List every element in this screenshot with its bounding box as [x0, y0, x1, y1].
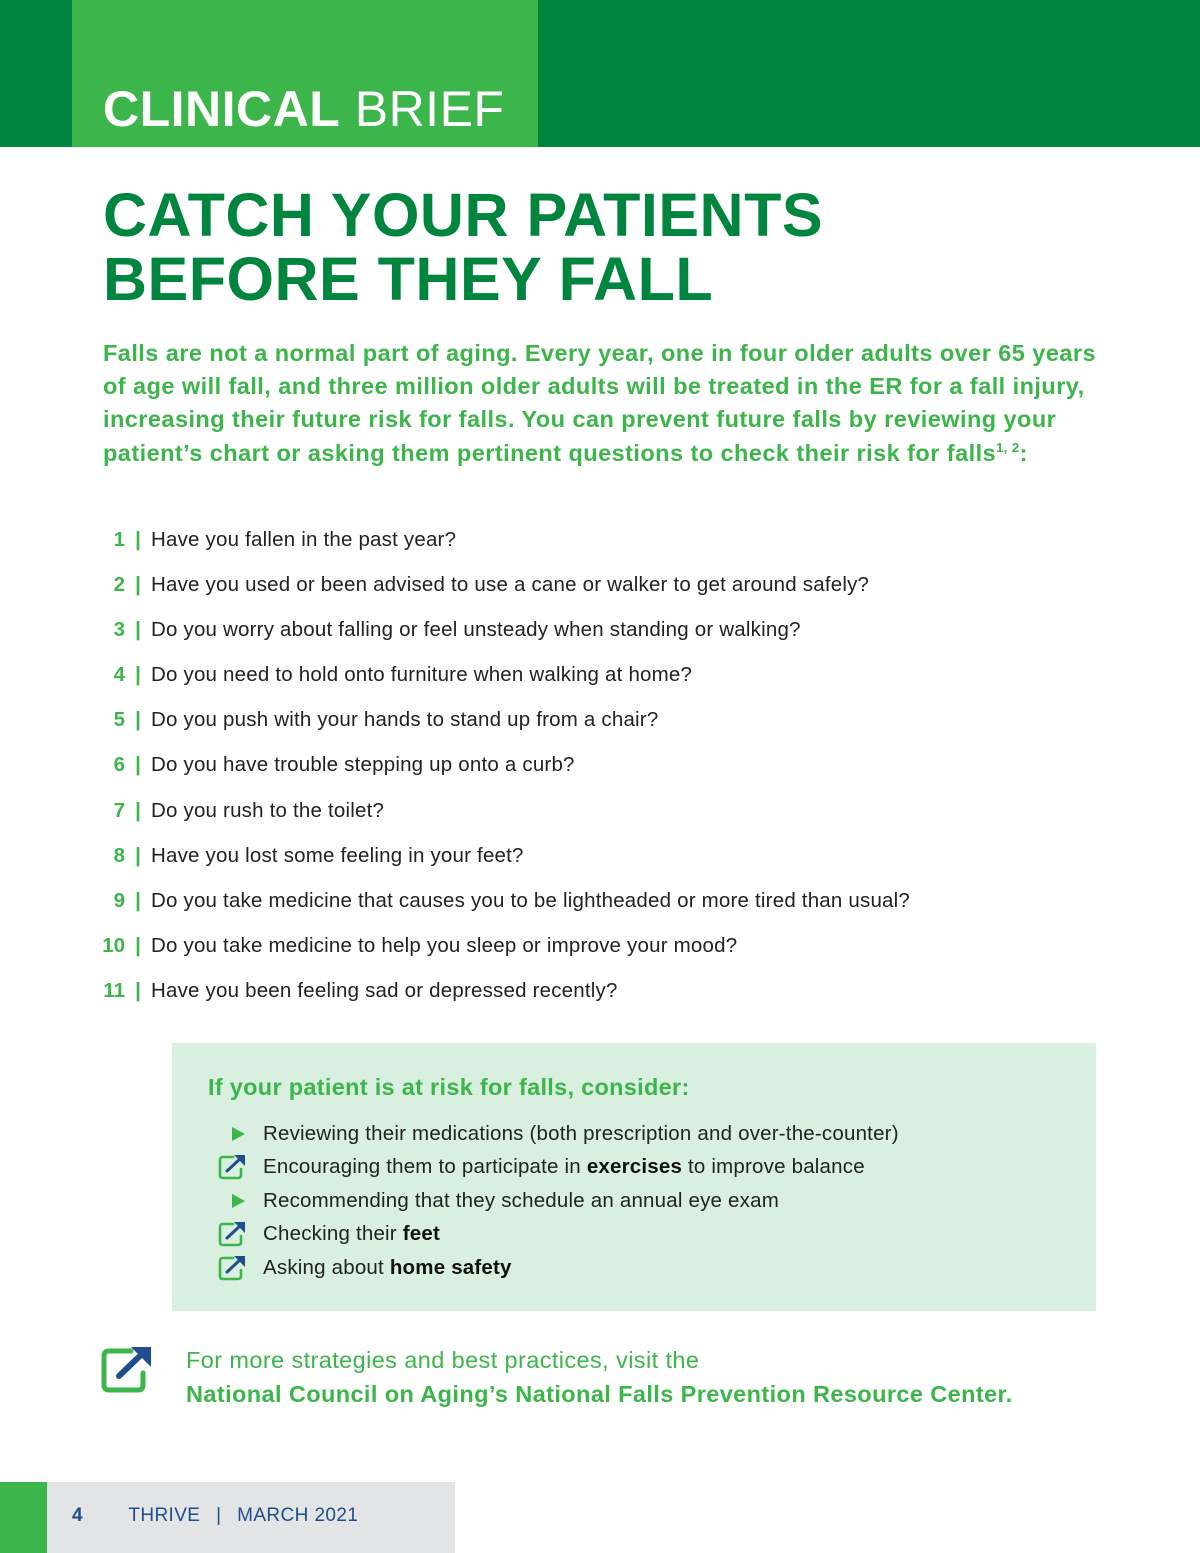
risk-consideration-box [172, 1043, 1096, 1311]
question-number: 7 [113, 798, 125, 822]
question-separator: | [135, 978, 141, 1002]
question-text: Do you push with your hands to stand up from a chair? [151, 708, 659, 732]
triangle-bullet-icon [218, 1187, 263, 1215]
footer-separator: | [216, 1505, 222, 1526]
page-title [103, 183, 823, 311]
section-title [103, 80, 504, 138]
question-item [95, 976, 1115, 1021]
screening-questions-list [95, 525, 1115, 1021]
risk-item-text [263, 1256, 512, 1280]
risk-item [218, 1184, 899, 1218]
question-text: Do you take medicine to help you sleep or improve your mood? [151, 933, 738, 957]
external-link-icon[interactable] [218, 1220, 263, 1248]
risk-item-link-term[interactable]: feet [402, 1222, 440, 1246]
question-number: 3 [113, 618, 125, 642]
risk-item-pre: Encouraging them to participate in [263, 1155, 587, 1179]
section-title-bold: CLINICAL [103, 81, 341, 137]
question-number: 9 [113, 888, 125, 912]
question-separator: | [135, 888, 141, 912]
question-item [95, 796, 1115, 841]
question-text: Do you rush to the toilet? [151, 798, 385, 822]
more-resources [186, 1344, 1013, 1411]
question-separator: | [135, 573, 141, 597]
risk-item-link-term[interactable]: home safety [389, 1255, 512, 1279]
question-text: Have you fallen in the past year? [151, 528, 457, 551]
question-number: 6 [113, 753, 125, 777]
question-text: Do you have trouble stepping up onto a curb? [151, 753, 575, 777]
risk-item-pre: Checking their [263, 1222, 403, 1246]
intro-end: : [1019, 439, 1028, 466]
question-separator: | [135, 798, 141, 822]
question-item [95, 931, 1115, 976]
footer-accent [0, 1482, 47, 1553]
question-item [95, 525, 1115, 570]
question-number: 2 [113, 573, 125, 597]
risk-item-pre: Reviewing their medications (both prescription and over-the-counter) [263, 1121, 899, 1145]
question-item [95, 570, 1115, 615]
question-text: Have you used or been advised to use a cane or walker to get around safely? [151, 573, 870, 597]
page-title-line1: CATCH YOUR PATIENTS [103, 181, 824, 249]
question-separator: | [135, 528, 141, 551]
question-number: 8 [113, 843, 125, 867]
question-text: Have you been feeling sad or depressed recently? [151, 978, 618, 1002]
risk-item-text [263, 1155, 865, 1179]
risk-item-pre: Asking about [263, 1255, 390, 1279]
question-text: Do you need to hold onto furniture when walking at home? [151, 663, 693, 687]
page-title-line2: BEFORE THEY FALL [103, 245, 714, 313]
risk-item-text [263, 1189, 779, 1213]
question-separator: | [135, 663, 141, 687]
page-number: 4 [72, 1505, 83, 1526]
risk-item-post: to improve balance [682, 1155, 865, 1179]
question-separator: | [135, 753, 141, 777]
question-separator: | [135, 618, 141, 642]
question-separator: | [135, 708, 141, 732]
question-item [95, 841, 1115, 886]
risk-item[interactable] [218, 1218, 899, 1252]
question-number: 11 [103, 978, 125, 1002]
intro-paragraph [103, 337, 1103, 470]
question-text: Do you take medicine that causes you to be lightheaded or more tired than usual? [151, 888, 911, 912]
risk-item-pre: Recommending that they schedule an annual eye exam [263, 1188, 779, 1212]
publication-name: THRIVE [128, 1505, 201, 1526]
risk-box-heading: If your patient is at risk for falls, consider: [208, 1074, 690, 1100]
question-number: 10 [102, 933, 125, 957]
question-item [95, 886, 1115, 931]
risk-item-text [263, 1122, 899, 1146]
question-item [95, 660, 1115, 705]
issue-date: MARCH 2021 [237, 1505, 359, 1526]
resource-center-link[interactable]: National Council on Aging’s National Falls Prevention Resource Center. [186, 1380, 1013, 1407]
question-number: 4 [113, 663, 125, 687]
question-separator: | [135, 843, 141, 867]
section-title-regular: BRIEF [354, 81, 505, 137]
risk-item[interactable] [218, 1151, 899, 1185]
risk-item-text [263, 1222, 440, 1246]
question-item [95, 705, 1115, 750]
risk-item-link-term[interactable]: exercises [586, 1155, 683, 1179]
external-link-icon[interactable] [218, 1254, 263, 1282]
risk-item[interactable] [218, 1251, 899, 1285]
external-link-icon[interactable] [101, 1345, 153, 1398]
question-item [95, 750, 1115, 795]
question-item [95, 615, 1115, 660]
risk-consideration-list [218, 1117, 899, 1285]
footer [72, 1505, 358, 1527]
triangle-bullet-icon [218, 1120, 263, 1148]
question-text: Do you worry about falling or feel unsteady when standing or walking? [151, 618, 801, 642]
risk-item [218, 1117, 899, 1151]
question-text: Have you lost some feeling in your feet? [151, 843, 524, 867]
more-resources-intro: For more strategies and best practices, visit the [186, 1347, 700, 1373]
question-separator: | [135, 933, 141, 957]
intro-text: Falls are not a normal part of aging. Every year, one in four older adults over 65 years of age will fall, and three million older adults will be treated in the ER for a fall injury, increasing their future risk for falls. You can prevent future falls by reviewing your patient’s chart or asking them pertinent questions to check their risk for falls [103, 340, 1096, 466]
citation-superscript: 1, 2 [996, 439, 1020, 455]
external-link-icon[interactable] [218, 1153, 263, 1181]
question-number: 5 [113, 708, 125, 732]
question-number: 1 [113, 528, 125, 551]
